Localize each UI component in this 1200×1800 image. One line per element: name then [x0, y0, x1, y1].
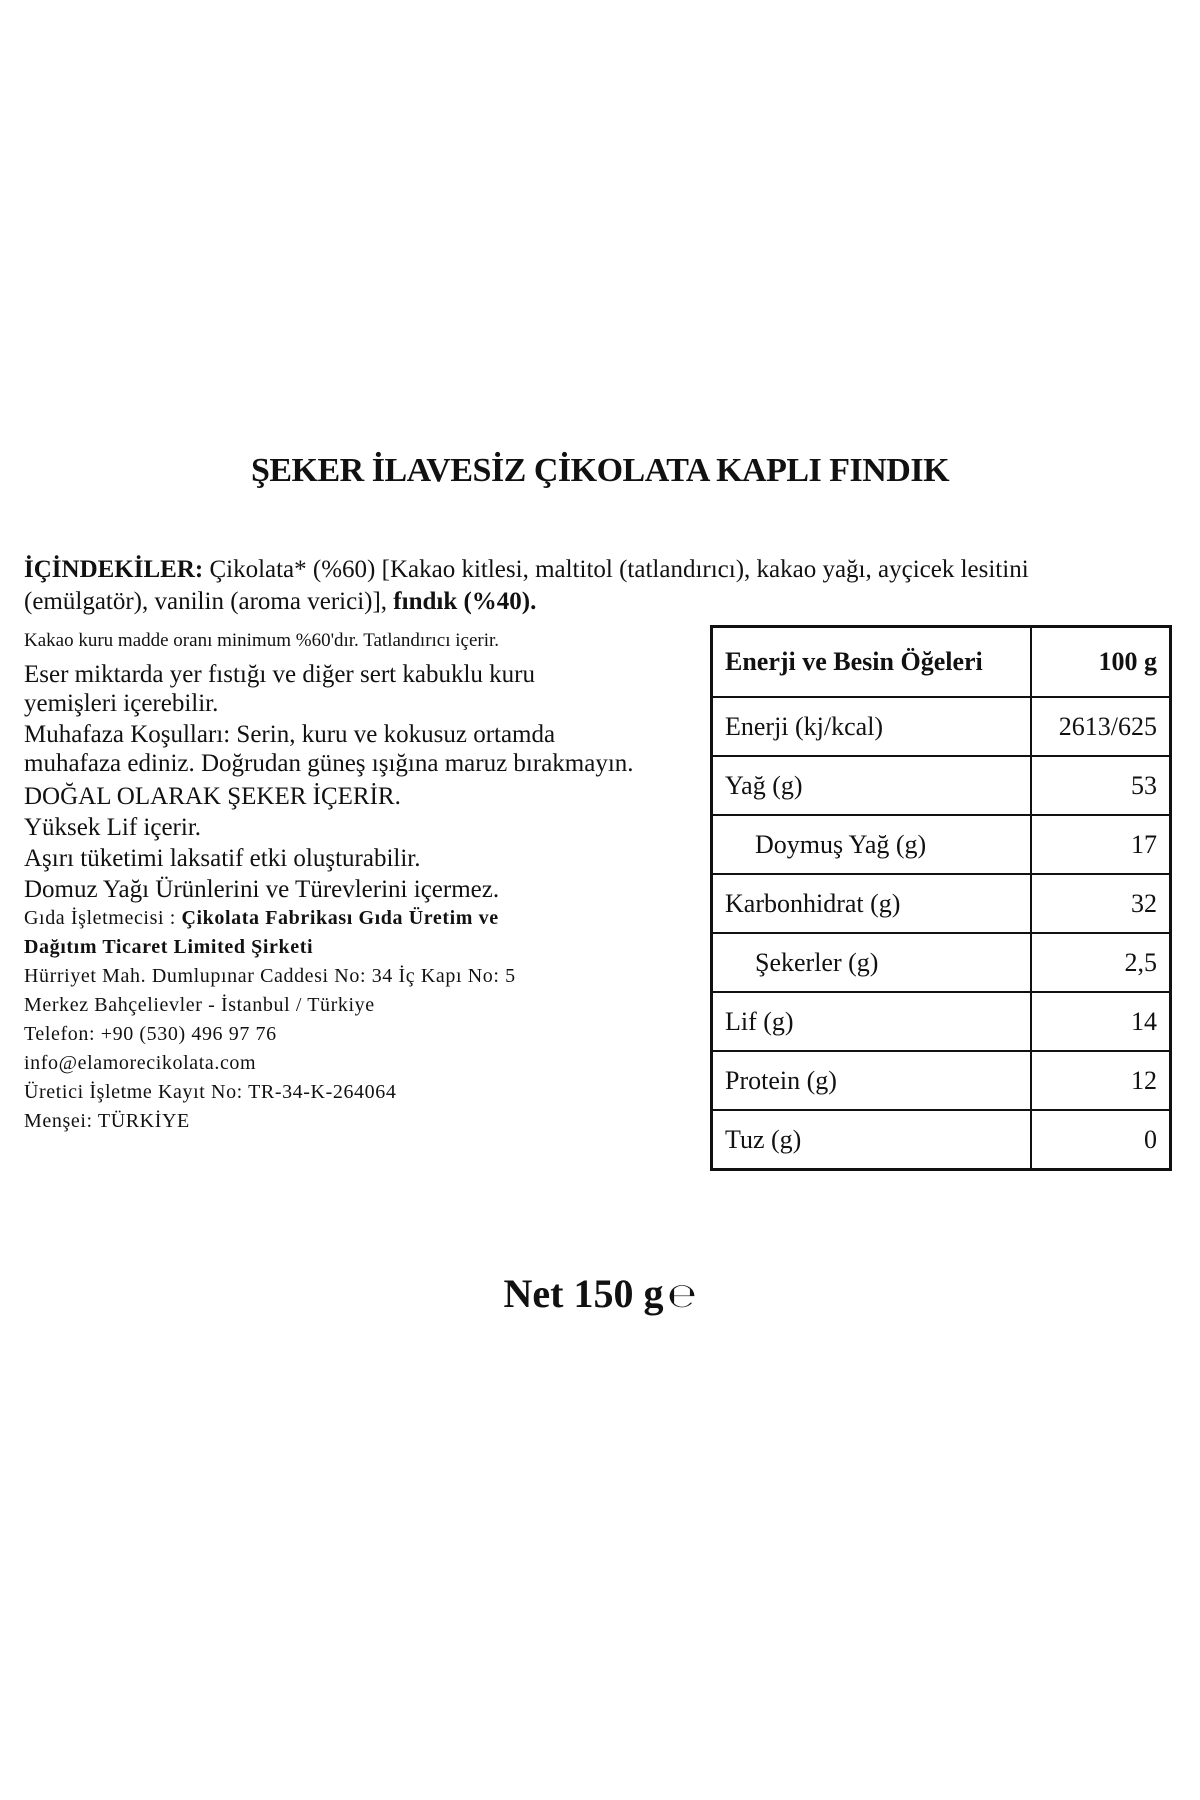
nutrition-label: Tuz (g): [712, 1110, 1031, 1170]
nutrition-row-protein: [712, 1051, 1171, 1110]
storage-note-line-2: muhafaza ediniz. Doğrudan güneş ışığına maruz bırakmayın.: [24, 750, 634, 777]
food-operator-name-2-text: Dağıtım Ticaret Limited Şirketi: [24, 936, 314, 958]
nutrition-value: 32: [1031, 874, 1171, 933]
food-operator-name-1: Çikolata Fabrikası Gıda Üretim ve: [181, 907, 499, 929]
email-address: info@elamorecikolata.com: [24, 1052, 257, 1074]
nutrition-label: Protein (g): [712, 1051, 1031, 1110]
nutrition-label: Lif (g): [712, 992, 1031, 1051]
nutrition-value: 0: [1031, 1110, 1171, 1170]
nutrition-label: Enerji (kj/kcal): [712, 697, 1031, 756]
nutrition-table: [710, 625, 1172, 1171]
nutrition-row-carbohydrate: [712, 874, 1171, 933]
nutrition-header-row: [712, 627, 1171, 698]
nutrition-value: 53: [1031, 756, 1171, 815]
nutrition-value: 2613/625: [1031, 697, 1171, 756]
origin: Menşei: TÜRKİYE: [24, 1110, 190, 1132]
pork-free-note: Domuz Yağı Ürünlerini ve Türevlerini içermez.: [24, 876, 500, 903]
nutrition-value: 2,5: [1031, 933, 1171, 992]
nutrition-label: Doymuş Yağ (g): [712, 815, 1031, 874]
nutrition-header-label: Enerji ve Besin Öğeleri: [712, 627, 1031, 698]
nutrition-row-saturated-fat: [712, 815, 1171, 874]
nutrition-row-salt: [712, 1110, 1171, 1170]
laxative-warning: Aşırı tüketimi laksatif etki oluşturabilir.: [24, 845, 421, 872]
storage-note-line-1: Muhafaza Koşulları: Serin, kuru ve kokusuz ortamda: [24, 721, 556, 748]
net-weight-text: Net 150 g: [503, 1271, 664, 1316]
registration-number: Üretici İşletme Kayıt No: TR-34-K-264064: [24, 1081, 397, 1103]
nutrition-label: Yağ (g): [712, 756, 1031, 815]
address-line-1: Hürriyet Mah. Dumlupınar Caddesi No: 34 İç Kapı No: 5: [24, 965, 516, 987]
nutrition-value: 14: [1031, 992, 1171, 1051]
product-info-column: [24, 628, 704, 1136]
natural-sugar-note: DOĞAL OLARAK ŞEKER İÇERİR.: [24, 783, 401, 810]
nutrition-value: 17: [1031, 815, 1171, 874]
nutrition-row-energy: [712, 697, 1171, 756]
food-operator-line: [24, 904, 704, 933]
phone-number: Telefon: +90 (530) 496 97 76: [24, 1023, 277, 1045]
nutrition-row-fiber: [712, 992, 1171, 1051]
address-line-2: Merkez Bahçelievler - İstanbul / Türkiye: [24, 994, 375, 1016]
allergen-note-line-2: yemişleri içerebilir.: [24, 690, 219, 717]
nutrition-label: Şekerler (g): [712, 933, 1031, 992]
estimated-sign-icon: ℮: [667, 1276, 697, 1316]
nutrition-header-value: 100 g: [1031, 627, 1171, 698]
allergen-note-line-1: Eser miktarda yer fıstığı ve diğer sert kabuklu kuru: [24, 661, 535, 688]
ingredients-hazelnut: fındık (%40).: [393, 588, 537, 615]
nutrition-row-fat: [712, 756, 1171, 815]
nutrition-label: Karbonhidrat (g): [712, 874, 1031, 933]
high-fiber-note: Yüksek Lif içerir.: [24, 814, 202, 841]
product-title: ŞEKER İLAVESİZ ÇİKOLATA KAPLI FINDIK: [250, 452, 950, 489]
ingredients-paragraph: [24, 554, 1144, 618]
net-weight: [0, 1270, 1200, 1317]
nutrition-row-sugars: [712, 933, 1171, 992]
food-operator-name-2: [24, 933, 704, 962]
cocoa-content-note: Kakao kuru madde oranı minimum %60'dır. Tatlandırıcı içerir.: [24, 630, 500, 651]
ingredients-label: İÇİNDEKİLER:: [24, 556, 204, 583]
nutrition-value: 12: [1031, 1051, 1171, 1110]
ingredients-text: Çikolata* (%60) [Kakao kitlesi, maltitol (tatlandırıcı), kakao yağı, ayçicek lesitini (emülgatör), vanilin (aroma verici)],: [24, 556, 1029, 615]
food-operator-label: Gıda İşletmecisi :: [24, 907, 182, 929]
